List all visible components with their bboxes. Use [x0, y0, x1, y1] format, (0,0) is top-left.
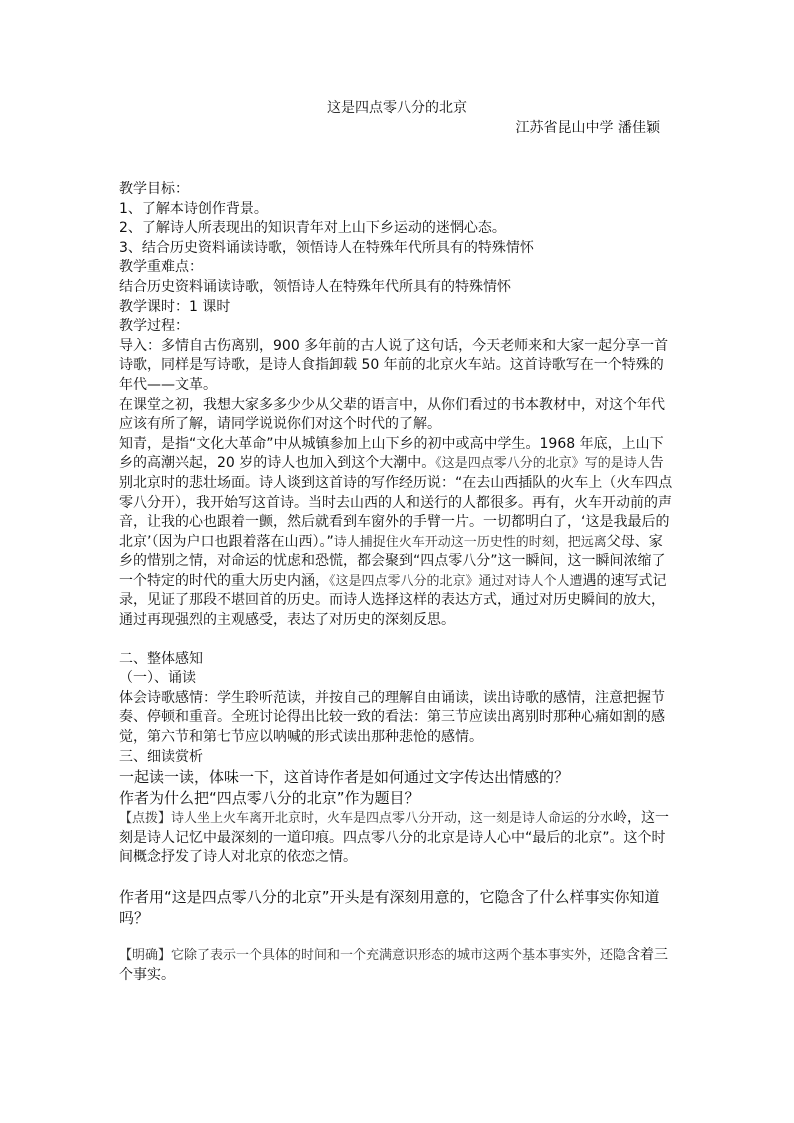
spacer [119, 631, 675, 650]
goal-item: 3、结合历史资料诵读诗歌，领悟诗人在特殊年代所具有的特殊情怀 [119, 239, 534, 256]
hint-text-b: 岭，这一刻是诗人记忆中最深刻的一道印痕。四点零八分的北京是诗人心中“最后的北京”。这个时间概念抒发了诗人对北京的依恋之情。 [119, 810, 670, 866]
goal-item: 2、了解诗人所表现出的知识青年对上山下乡运动的迷惘心态。 [119, 220, 506, 237]
intro-paragraph: 导入：多情自古伤离别，900 多年前的古人说了这句话，今天老师来和大家一起分享一首诗歌，同样是写诗歌，是诗人食指卸载 50 年前的北京火车站。这首诗歌写在一个特殊的年代——文革。 [119, 337, 669, 393]
goal-item: 1、了解本诗创作背景。 [119, 200, 268, 217]
zhiqing-text-d: 诗人捕捉住火车开动这一历史性的时刻，把远离 [333, 534, 607, 550]
key-text: 结合历史资料诵读诗歌，领悟诗人在特殊年代所具有的特殊情怀 [119, 278, 511, 295]
zhiqing-text-f: 《这是四点零八分的北京》通过对诗人个人遭 [329, 573, 583, 589]
question-3: 作者用“这是四点零八分的北京”开头是有深刻用意的，它隐含了什么样事实你知道吗？ [119, 888, 660, 927]
spacer [119, 868, 675, 887]
classroom-paragraph: 在课堂之初，我想大家多多少少从父辈的语言中，从你们看过的书本教材中，对这个年代应该有所了解，请同学说说你们对这个时代的了解。 [119, 396, 665, 433]
clarify-paragraph [119, 946, 675, 985]
part2-subheading: （一）、诵读 [119, 670, 196, 687]
zhiqing-text-g: 遇的速写式记录，见证了那段不堪回首的历史。而诗人选择这样的表达方式，通过对历史瞬间的放大，通过再现强烈的主观感受，表达了对历史的深刻反思。 [119, 572, 667, 629]
zhiqing-text-a: 知青，是指“文化大革命”中从城镇参加上山下乡的初中或高中学生。1968 年底，上山下乡的高潮兴起，20 岁的诗人也加入到这个大潮中。 [119, 435, 664, 472]
part3-heading: 三、细读赏析 [119, 748, 203, 765]
question-1: 一起读一读，体味一下，这首诗作者是如何通过文字传达出情感的？ [119, 768, 570, 787]
hint-text-a: 【点拨】诗人坐上火车离开北京时，火车是四点零八分开动，这一刻是诗人命运的分水 [119, 811, 614, 827]
zhiqing-paragraph [119, 435, 675, 631]
zhiqing-text-e: 父母、家乡的惜别之情，对命运的忧虑和恐慌，都会聚到“四点零八分”这一瞬间，这一瞬间浓缩了一个特定的时代的重大历史内涵， [119, 533, 666, 589]
class-hours: 教学课时：1 课时 [119, 298, 231, 315]
question-2: 作者为什么把“四点零八分的北京”作为题目？ [119, 789, 420, 808]
document-author: 江苏省昆山中学 潘佳颖 [515, 120, 660, 136]
spacer [119, 929, 675, 946]
zhiqing-text-b: 《这是四点零八分的北京》写的是诗人 [435, 456, 650, 472]
clarify-text-a: 【明确】它除了表示一个具体的时间和一个充满意识形态的城市这两个基本事实外，还隐 [119, 948, 627, 963]
zhiqing-text-c: 告别北京时的悲壮场面。诗人谈到这首诗的写作经历说：“在去山西插队的火车上（火车四点零八分开），我开始写这首诗。当时去山西的人和送行的人都很多。再有，火车开动前的声音，让我的心也跟着一颤，然后就看到车窗外的手臂一片。一切都明白了，‘这是我最后的北京’（因为户口也跟着落在山西）。” [119, 455, 673, 550]
process-heading: 教学过程： [119, 318, 189, 335]
part2-heading: 二、整体感知 [119, 650, 203, 667]
document-title: 这是四点零八分的北京 [327, 100, 467, 116]
clarify-text-b: 含着三个事实。 [119, 947, 669, 983]
key-heading: 教学重难点： [119, 259, 203, 276]
part2-paragraph: 体会诗歌感情：学生聆听范读，并按自己的理解自由诵读，读出诗歌的感情，注意把握节奏、停顿和重音。全班讨论得出比较一致的看法：第三节应读出离别时那种心痛如割的感觉，第六节和第七节应以呐喊的形式读出那种悲怆的感情。 [119, 689, 665, 746]
document-body [119, 180, 675, 985]
goals-heading: 教学目标： [119, 181, 189, 197]
hint-paragraph [119, 809, 675, 868]
